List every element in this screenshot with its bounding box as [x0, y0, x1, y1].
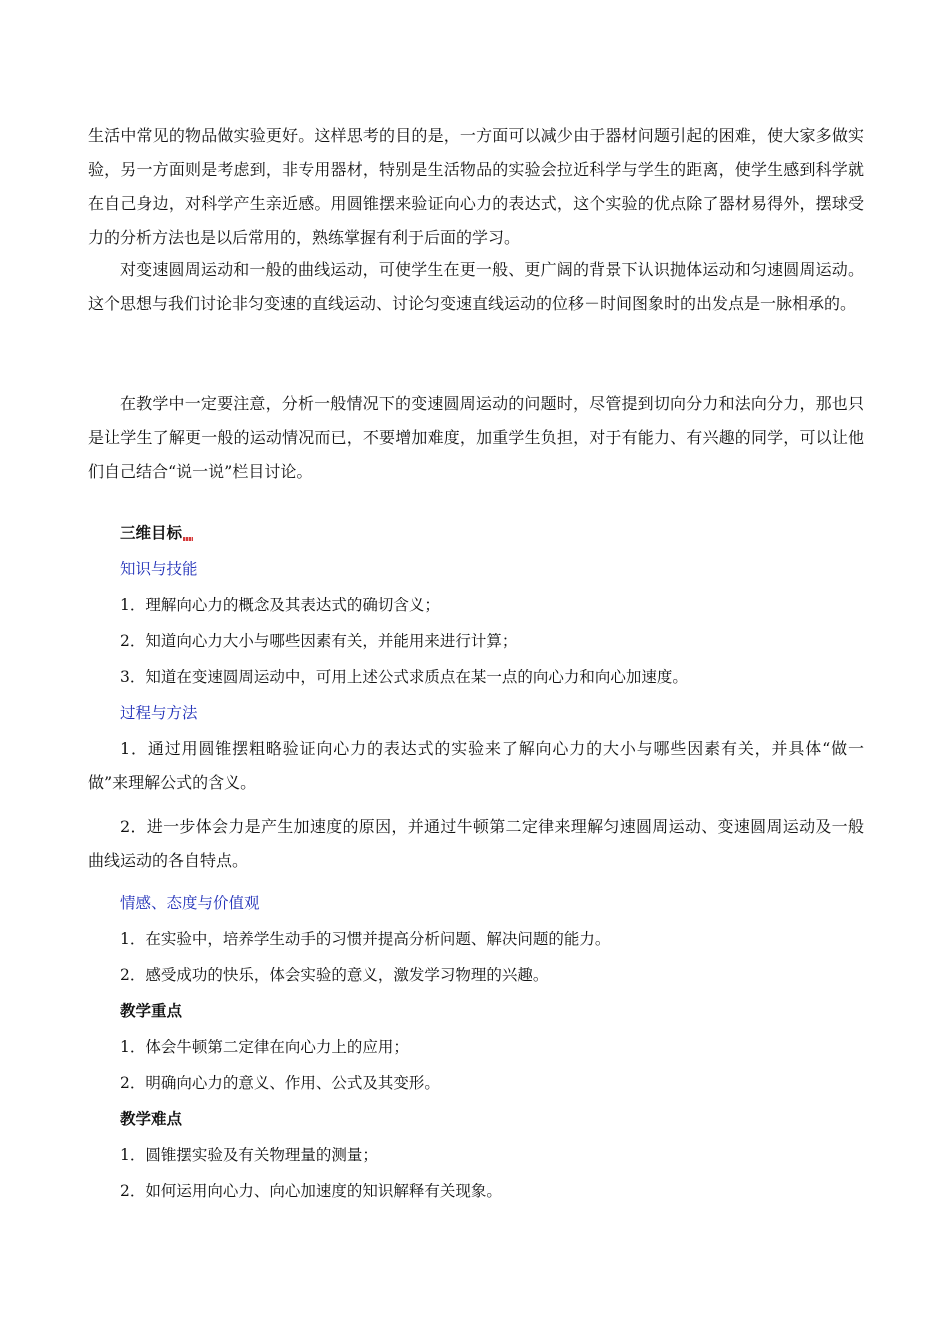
- process-item-1: 1．通过用圆锥摆粗略验证向心力的表达式的实验来了解向心力的大小与哪些因素有关，并具体“做一做”来理解公式的含义。: [88, 739, 864, 792]
- knowledge-item-1: 1．理解向心力的概念及其表达式的确切含义；: [120, 596, 440, 614]
- key-point-item-2: 2．明确向心力的意义、作用、公式及其变形。: [120, 1074, 440, 1092]
- process-item-2: 2．进一步体会力是产生加速度的原因，并通过牛顿第二定律来理解匀速圆周运动、变速圆周运动及一般曲线运动的各自特点。: [88, 817, 864, 870]
- attitude-values-heading: 情感、态度与价值观: [120, 894, 260, 912]
- knowledge-item-3: 3．知道在变速圆周运动中，可用上述公式求质点在某一点的向心力和向心加速度。: [120, 668, 688, 686]
- three-dimensional-goals-heading: [120, 522, 193, 544]
- process-method-heading: 过程与方法: [120, 704, 198, 722]
- intro-paragraph-continued: 生活中常见的物品做实验更好。这样思考的目的是，一方面可以减少由于器材问题引起的困难，使大家多做实验，另一方面则是考虑到，非专用器材，特别是生活物品的实验会拉近科学与学生的距离，使学生感到科学就在自己身边，对科学产生亲近感。用圆锥摆来验证向心力的表达式，这个实验的优点除了器材易得外，摆球受力的分析方法也是以后常用的，熟练掌握有利于后面的学习。: [88, 126, 864, 247]
- teaching-note-paragraph: 在教学中一定要注意，分析一般情况下的变速圆周运动的问题时，尽管提到切向分力和法向分力，那也只是让学生了解更一般的运动情况而已，不要增加难度，加重学生负担，对于有能力、有兴趣的同学，可以让他们自己结合“说一说”栏目讨论。: [88, 394, 864, 481]
- edit-mark-icon: [183, 537, 193, 541]
- key-points-heading: 教学重点: [120, 1002, 183, 1020]
- knowledge-item-2: 2．知道向心力大小与哪些因素有关，并能用来进行计算；: [120, 632, 518, 650]
- attitude-item-1: 1．在实验中，培养学生动手的习惯并提高分析问题、解决问题的能力。: [120, 930, 611, 948]
- difficulty-item-1: 1．圆锥摆实验及有关物理量的测量；: [120, 1146, 378, 1164]
- three-dimensional-goals-title: 三维目标: [120, 524, 183, 542]
- difficulty-item-2: 2．如何运用向心力、向心加速度的知识解释有关现象。: [120, 1182, 502, 1200]
- curve-motion-paragraph: 对变速圆周运动和一般的曲线运动，可使学生在更一般、更广阔的背景下认识抛体运动和匀速圆周运动。这个思想与我们讨论非匀变速的直线运动、讨论匀变速直线运动的位移－时间图象时的出发点是一脉相承的。: [88, 260, 864, 313]
- difficulties-heading: 教学难点: [120, 1110, 183, 1128]
- key-point-item-1: 1．体会牛顿第二定律在向心力上的应用；: [120, 1038, 409, 1056]
- knowledge-skills-heading: 知识与技能: [120, 560, 198, 578]
- attitude-item-2: 2．感受成功的快乐，体会实验的意义，激发学习物理的兴趣。: [120, 966, 549, 984]
